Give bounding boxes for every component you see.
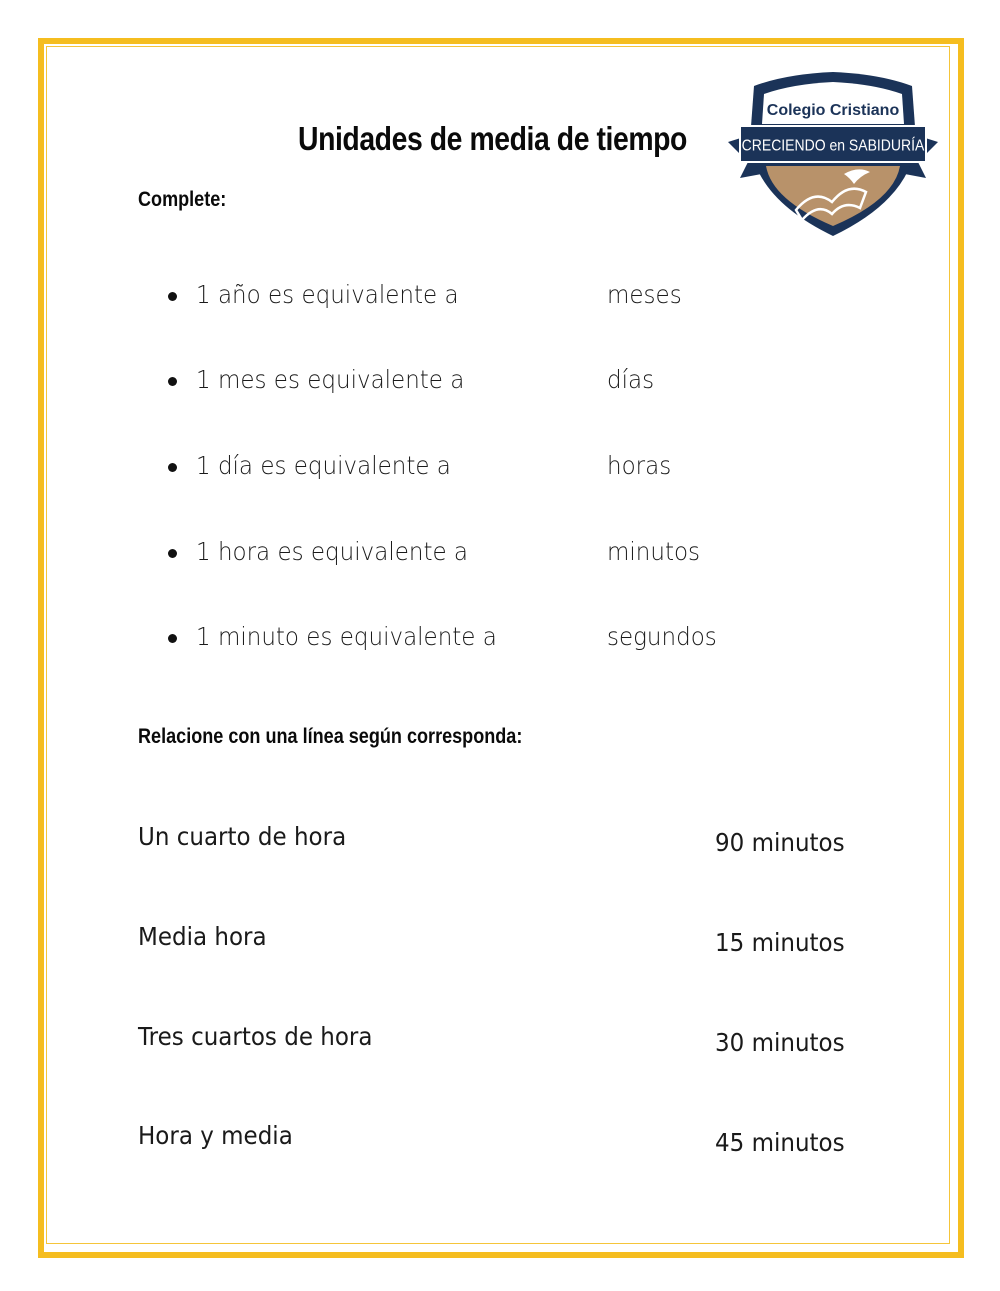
fill-prompt: 1 día es equivalente a — [196, 451, 451, 480]
match-left-item: Tres cuartos de hora — [138, 1022, 373, 1051]
bullet-icon — [168, 549, 177, 558]
fill-prompt: 1 minuto es equivalente a — [196, 622, 497, 651]
fill-unit: minutos — [607, 537, 701, 566]
match-right-item: 90 minutos — [715, 828, 845, 857]
fill-item — [168, 537, 868, 571]
match-instruction: Relacione con una línea según corresponda: — [138, 725, 523, 748]
fill-prompt: 1 hora es equivalente a — [196, 537, 469, 566]
match-right-item: 30 minutos — [715, 1028, 845, 1057]
bullet-icon — [168, 377, 177, 386]
match-left-item: Un cuarto de hora — [138, 822, 347, 851]
match-left-item: Hora y media — [138, 1121, 293, 1150]
fill-unit: horas — [607, 451, 672, 480]
logo-line1: Colegio Cristiano — [766, 102, 900, 119]
complete-instruction: Complete: — [138, 188, 227, 211]
match-right-item: 45 minutos — [715, 1128, 845, 1157]
fill-unit: segundos — [607, 622, 717, 651]
fill-unit: meses — [607, 280, 682, 309]
match-right-item: 15 minutos — [715, 928, 845, 957]
page-title: Unidades de media de tiempo — [298, 120, 687, 157]
fill-prompt: 1 año es equivalente a — [196, 280, 459, 309]
bullet-icon — [168, 634, 177, 643]
bullet-icon — [168, 463, 177, 472]
fill-item — [168, 451, 868, 485]
fill-item — [168, 365, 868, 399]
school-logo — [726, 70, 940, 240]
bullet-icon — [168, 292, 177, 301]
logo-line2: CRECIENDO en SABIDURÍA — [741, 137, 925, 155]
fill-item — [168, 622, 868, 656]
fill-unit: días — [607, 365, 655, 394]
fill-item — [168, 280, 868, 314]
fill-prompt: 1 mes es equivalente a — [196, 365, 465, 394]
match-left-item: Media hora — [138, 922, 267, 951]
